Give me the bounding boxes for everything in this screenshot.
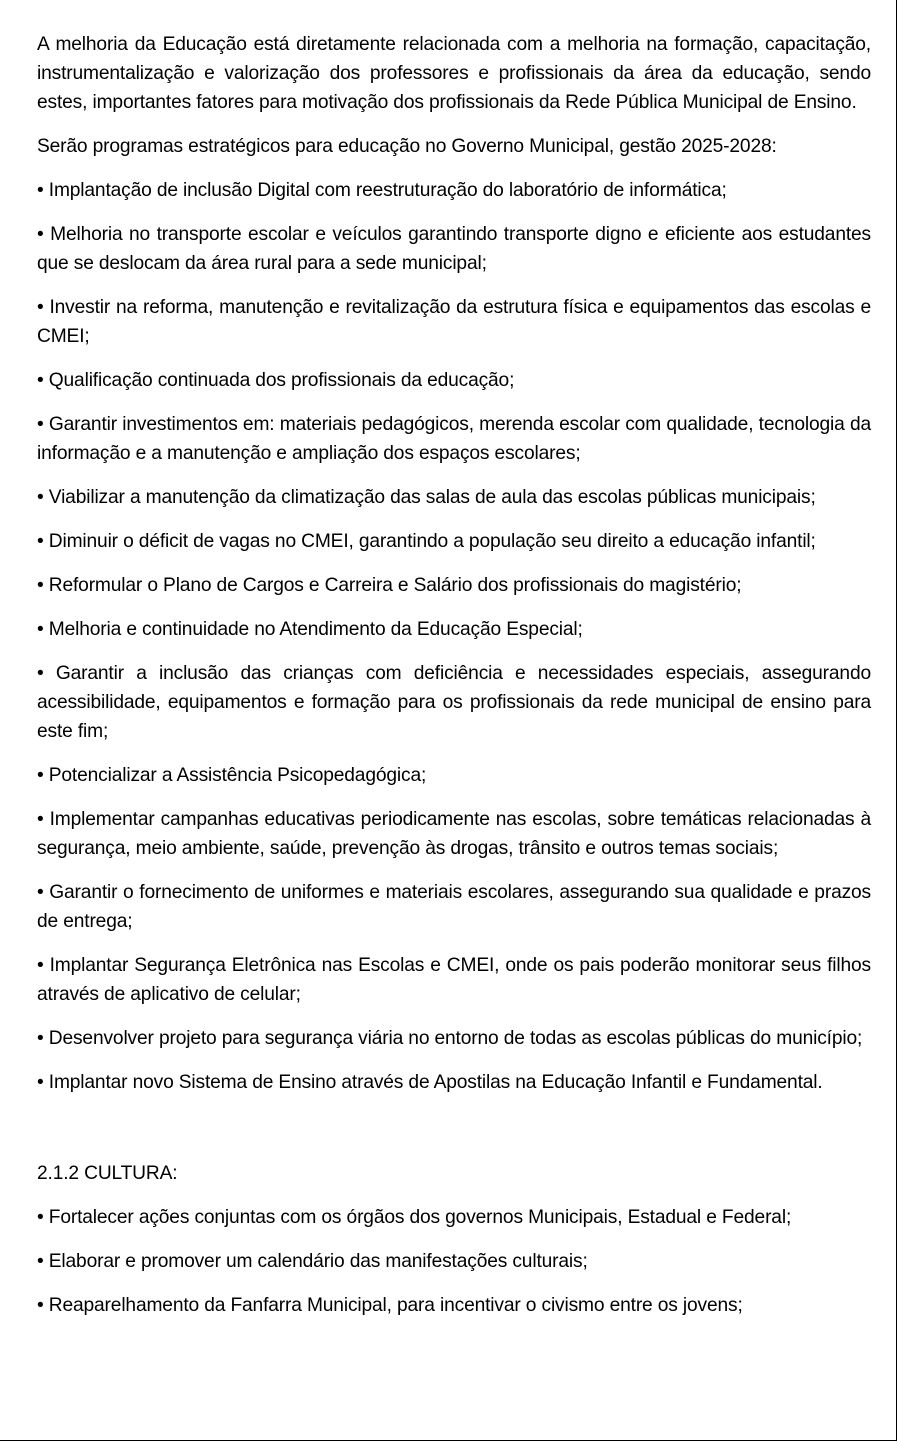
education-program-item-text: Implementar campanhas educativas periodicamente nas escolas, sobre temáticas relacionadas à segurança, meio ambiente, saúde, prevenção às drogas, trânsito e outros temas sociais; <box>37 809 871 859</box>
education-program-item-text: Potencializar a Assistência Psicopedagógica; <box>48 765 427 786</box>
intro-paragraph: A melhoria da Educação está diretamente relacionada com a melhoria na formação, capacitação, instrumentalização e valorização dos professores e profissionais da área da educação, sendo estes, importantes fatores para motivação dos profissionais da Rede Pública Municipal de Ensino. <box>37 34 871 113</box>
bullet-icon: • <box>37 955 44 976</box>
education-program-item <box>37 410 871 468</box>
education-program-item-text: Implantação de inclusão Digital com reestruturação do laboratório de informática; <box>48 180 727 201</box>
education-program-item-text: Melhoria e continuidade no Atendimento da Educação Especial; <box>48 619 583 640</box>
bullet-icon: • <box>37 297 44 318</box>
bullet-icon: • <box>37 882 44 903</box>
education-program-item <box>37 878 871 936</box>
bullet-icon: • <box>37 1028 44 1049</box>
education-program-item <box>37 1068 871 1097</box>
education-program-item <box>37 571 871 600</box>
education-program-item <box>37 805 871 863</box>
education-program-item <box>37 176 871 205</box>
bullet-icon: • <box>37 1207 44 1228</box>
bullet-icon: • <box>37 531 44 552</box>
education-program-item-text: Implantar Segurança Eletrônica nas Escolas e CMEI, onde os pais poderão monitorar seus filhos através de aplicativo de celular; <box>37 955 871 1005</box>
education-program-item <box>37 293 871 351</box>
culture-program-item-text: Reaparelhamento da Fanfarra Municipal, para incentivar o civismo entre os jovens; <box>48 1295 743 1316</box>
education-program-item-text: Garantir o fornecimento de uniformes e materiais escolares, assegurando sua qualidade e prazos de entrega; <box>37 882 871 932</box>
education-programs-list <box>37 176 871 1097</box>
education-program-item <box>37 366 871 395</box>
bullet-icon: • <box>37 1072 44 1093</box>
education-program-item <box>37 659 871 746</box>
education-program-item-text: Viabilizar a manutenção da climatização das salas de aula das escolas públicas municipais; <box>48 487 816 508</box>
bullet-icon: • <box>37 809 44 830</box>
education-program-item-text: Garantir a inclusão das crianças com deficiência e necessidades especiais, assegurando acessibilidade, equipamentos e formação para os profissionais da rede municipal de ensino para este fim; <box>37 663 871 742</box>
education-program-item-text: Garantir investimentos em: materiais pedagógicos, merenda escolar com qualidade, tecnologia da informação e a manutenção e ampliação dos espaços escolares; <box>37 414 871 464</box>
bullet-icon: • <box>37 414 44 435</box>
culture-program-item-text: Fortalecer ações conjuntas com os órgãos dos governos Municipais, Estadual e Federal; <box>48 1207 792 1228</box>
education-program-item-text: Implantar novo Sistema de Ensino através de Apostilas na Educação Infantil e Fundamental. <box>48 1072 823 1093</box>
bullet-icon: • <box>37 575 44 596</box>
education-program-item <box>37 615 871 644</box>
education-program-item <box>37 761 871 790</box>
programs-heading: Serão programas estratégicos para educação no Governo Municipal, gestão 2025-2028: <box>37 136 777 157</box>
bullet-icon: • <box>37 370 44 391</box>
education-program-item <box>37 483 871 512</box>
education-program-item-text: Reformular o Plano de Cargos e Carreira e Salário dos profissionais do magistério; <box>48 575 742 596</box>
bullet-icon: • <box>37 663 44 684</box>
education-program-item <box>37 220 871 278</box>
education-program-item-text: Investir na reforma, manutenção e revitalização da estrutura física e equipamentos das escolas e CMEI; <box>37 297 871 347</box>
culture-program-item <box>37 1247 871 1276</box>
bullet-icon: • <box>37 224 44 245</box>
culture-program-item <box>37 1291 871 1320</box>
bullet-icon: • <box>37 1251 44 1272</box>
education-program-item-text: Desenvolver projeto para segurança viária no entorno de todas as escolas públicas do município; <box>48 1028 863 1049</box>
education-program-item-text: Diminuir o déficit de vagas no CMEI, garantindo a população seu direito a educação infantil; <box>48 531 816 552</box>
culture-program-item <box>37 1203 871 1232</box>
education-program-item-text: Qualificação continuada dos profissionais da educação; <box>48 370 515 391</box>
education-program-item <box>37 951 871 1009</box>
bullet-icon: • <box>37 619 44 640</box>
bullet-icon: • <box>37 487 44 508</box>
culture-section-heading: 2.1.2 CULTURA: <box>37 1163 178 1184</box>
education-program-item-text: Melhoria no transporte escolar e veículos garantindo transporte digno e eficiente aos estudantes que se deslocam da área rural para a sede municipal; <box>37 224 871 274</box>
education-program-item <box>37 527 871 556</box>
bullet-icon: • <box>37 1295 44 1316</box>
bullet-icon: • <box>37 180 44 201</box>
culture-programs-list <box>37 1203 871 1320</box>
culture-program-item-text: Elaborar e promover um calendário das manifestações culturais; <box>48 1251 588 1272</box>
document-body <box>37 30 871 1335</box>
education-program-item <box>37 1024 871 1053</box>
bullet-icon: • <box>37 765 44 786</box>
